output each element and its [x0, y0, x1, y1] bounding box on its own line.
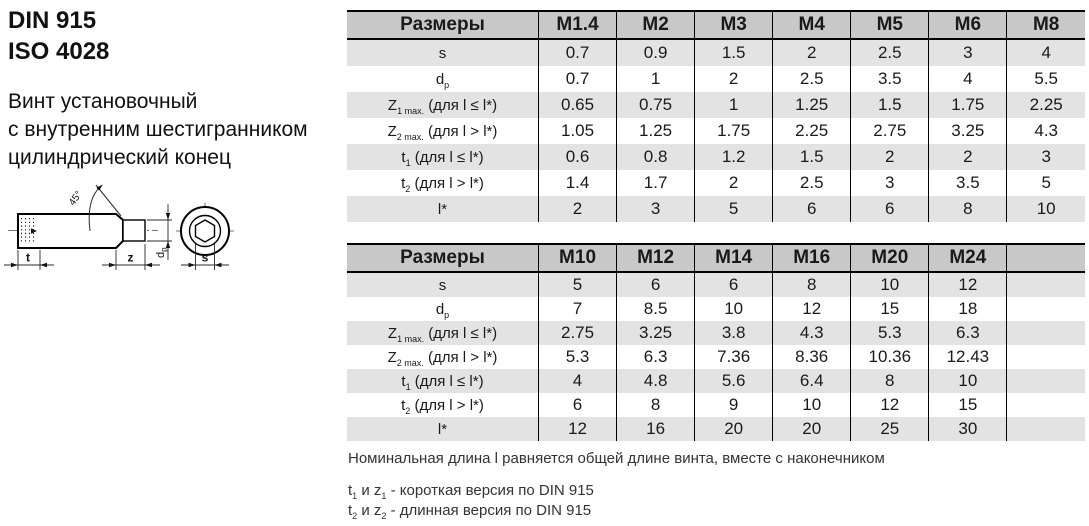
- value-cell: 3: [929, 39, 1007, 66]
- value-cell: 2.5: [773, 170, 851, 196]
- description-line: цилиндрический конец: [8, 146, 232, 169]
- row-label: $Z_{1 max.}$ (для l ≤ l*): [347, 92, 539, 118]
- value-cell: 1.5: [773, 144, 851, 170]
- table-row: [347, 297, 1085, 321]
- row-label: $t_1$ (для l ≤ l*): [347, 369, 539, 393]
- value-cell: [1007, 345, 1085, 369]
- value-cell: 4: [929, 66, 1007, 92]
- value-cell: 20: [773, 417, 851, 441]
- value-cell: 12: [539, 417, 617, 441]
- value-cell: 3.25: [929, 118, 1007, 144]
- value-cell: 10: [929, 369, 1007, 393]
- value-cell: 12: [851, 393, 929, 417]
- value-cell: 16: [617, 417, 695, 441]
- value-cell: 8.36: [773, 345, 851, 369]
- z-dimension-label: z: [127, 250, 134, 265]
- value-cell: 2: [929, 144, 1007, 170]
- value-cell: [1007, 393, 1085, 417]
- value-cell: [1007, 417, 1085, 441]
- value-cell: 12: [929, 272, 1007, 297]
- screw-technical-drawing: [0, 172, 250, 292]
- value-cell: 3: [617, 196, 695, 222]
- value-cell: 2.25: [773, 118, 851, 144]
- angle-label: 45°: [67, 189, 85, 208]
- value-cell: 6: [851, 196, 929, 222]
- table-row: [347, 92, 1085, 118]
- value-cell: 30: [929, 417, 1007, 441]
- row-label: $t_2$ (для l > l*): [347, 170, 539, 196]
- table-row: [347, 144, 1085, 170]
- value-cell: 4: [539, 369, 617, 393]
- row-label: $t_1$ (для l ≤ l*): [347, 144, 539, 170]
- table-row: [347, 272, 1085, 297]
- value-cell: 10.36: [851, 345, 929, 369]
- value-cell: 18: [929, 297, 1007, 321]
- table-corner-header: Размеры: [347, 244, 539, 272]
- value-cell: 25: [851, 417, 929, 441]
- value-cell: 3: [1007, 144, 1085, 170]
- value-cell: 7: [539, 297, 617, 321]
- value-cell: 2: [539, 196, 617, 222]
- row-label: s: [347, 39, 539, 66]
- product-description: [8, 88, 308, 172]
- value-cell: 3: [851, 170, 929, 196]
- column-header: M8: [1007, 11, 1085, 39]
- dim-arrow-icon: [166, 241, 170, 248]
- value-cell: 5: [1007, 170, 1085, 196]
- value-cell: 12.43: [929, 345, 1007, 369]
- value-cell: 3.8: [695, 321, 773, 345]
- value-cell: 1: [617, 66, 695, 92]
- table-row: [347, 393, 1085, 417]
- value-cell: 2: [695, 170, 773, 196]
- s-dimension-label: s: [201, 250, 209, 265]
- value-cell: 1.5: [695, 39, 773, 66]
- value-cell: 1.2: [695, 144, 773, 170]
- value-cell: 1.7: [617, 170, 695, 196]
- column-header: [1007, 244, 1085, 272]
- value-cell: 0.75: [617, 92, 695, 118]
- row-label: $Z_{2 max.}$ (для l > l*): [347, 345, 539, 369]
- value-cell: 6: [539, 393, 617, 417]
- value-cell: 1.25: [773, 92, 851, 118]
- dim-arrow-icon: [215, 263, 222, 267]
- column-header: M1.4: [539, 11, 617, 39]
- description-line: Винт установочный: [8, 90, 198, 113]
- value-cell: 1.05: [539, 118, 617, 144]
- value-cell: 2.75: [539, 321, 617, 345]
- row-label: l*: [347, 196, 539, 222]
- column-header: M3: [695, 11, 773, 39]
- value-cell: 0.8: [617, 144, 695, 170]
- value-cell: 3.25: [617, 321, 695, 345]
- value-cell: 15: [851, 297, 929, 321]
- value-cell: 0.7: [539, 66, 617, 92]
- value-cell: 5.3: [851, 321, 929, 345]
- table-row: [347, 66, 1085, 92]
- value-cell: 6: [695, 272, 773, 297]
- value-cell: 0.9: [617, 39, 695, 66]
- value-cell: 1.75: [695, 118, 773, 144]
- t-dimension-label: t: [26, 250, 30, 265]
- table-row: [347, 39, 1085, 66]
- row-label: $t_2$ (для l > l*): [347, 393, 539, 417]
- table-row: [347, 345, 1085, 369]
- value-cell: 4: [1007, 39, 1085, 66]
- value-cell: 7.36: [695, 345, 773, 369]
- dp-dimension-label: $d_p$: [155, 247, 169, 258]
- row-label: s: [347, 272, 539, 297]
- value-cell: 5: [695, 196, 773, 222]
- value-cell: 1.25: [617, 118, 695, 144]
- value-cell: 4.3: [773, 321, 851, 345]
- value-cell: 10: [851, 272, 929, 297]
- value-cell: [1007, 321, 1085, 345]
- table-row: [347, 118, 1085, 144]
- value-cell: 5: [539, 272, 617, 297]
- footnote-long-version: $t_2$ и $z_2$ - длинная версия по DIN 915: [348, 502, 592, 521]
- value-cell: 1.75: [929, 92, 1007, 118]
- value-cell: 20: [695, 417, 773, 441]
- dim-arrow-icon: [189, 263, 196, 267]
- value-cell: 8: [851, 369, 929, 393]
- row-label: $Z_{1 max.}$ (для l ≤ l*): [347, 321, 539, 345]
- value-cell: 6.3: [929, 321, 1007, 345]
- column-header: M5: [851, 11, 929, 39]
- value-cell: 2: [695, 66, 773, 92]
- value-cell: 3.5: [851, 66, 929, 92]
- dim-arrow-icon: [145, 263, 152, 267]
- value-cell: 2: [773, 39, 851, 66]
- value-cell: 1: [695, 92, 773, 118]
- value-cell: 6.4: [773, 369, 851, 393]
- dim-arrow-icon: [40, 263, 47, 267]
- value-cell: 10: [1007, 196, 1085, 222]
- value-cell: 2.25: [1007, 92, 1085, 118]
- value-cell: 6: [617, 272, 695, 297]
- value-cell: 10: [695, 297, 773, 321]
- spec-table-large-sizes: [347, 243, 1085, 441]
- column-header: M20: [851, 244, 929, 272]
- value-cell: 6.3: [617, 345, 695, 369]
- standard-titles: [8, 5, 109, 67]
- column-header: M12: [617, 244, 695, 272]
- value-cell: 2.5: [851, 39, 929, 66]
- value-cell: 5.3: [539, 345, 617, 369]
- footnote-short-version: $t_1$ и $z_1$ - короткая версия по DIN 915: [348, 482, 594, 501]
- row-label: l*: [347, 417, 539, 441]
- column-header: M6: [929, 11, 1007, 39]
- nominal-length-note: Номинальная длина l равняется общей длине винта, вместе с наконечником: [348, 450, 885, 467]
- value-cell: 8.5: [617, 297, 695, 321]
- value-cell: 8: [929, 196, 1007, 222]
- value-cell: 5.5: [1007, 66, 1085, 92]
- value-cell: [1007, 369, 1085, 393]
- standard-din: DIN 915: [8, 7, 97, 34]
- value-cell: 3.5: [929, 170, 1007, 196]
- dim-arrow-icon: [11, 263, 18, 267]
- value-cell: [1007, 297, 1085, 321]
- value-cell: 6: [773, 196, 851, 222]
- value-cell: [1007, 272, 1085, 297]
- row-label: $d_p$: [347, 66, 539, 92]
- column-header: M16: [773, 244, 851, 272]
- table-row: [347, 369, 1085, 393]
- value-cell: 15: [929, 393, 1007, 417]
- column-header: M24: [929, 244, 1007, 272]
- column-header: M10: [539, 244, 617, 272]
- table-row: [347, 196, 1085, 222]
- value-cell: 1.4: [539, 170, 617, 196]
- value-cell: 2.75: [851, 118, 929, 144]
- column-header: M4: [773, 11, 851, 39]
- column-header: M14: [695, 244, 773, 272]
- value-cell: 1.5: [851, 92, 929, 118]
- value-cell: 0.65: [539, 92, 617, 118]
- value-cell: 4.8: [617, 369, 695, 393]
- value-cell: 2: [851, 144, 929, 170]
- row-label: $Z_{2 max.}$ (для l > l*): [347, 118, 539, 144]
- value-cell: 2.5: [773, 66, 851, 92]
- table-row: [347, 170, 1085, 196]
- value-cell: 4.3: [1007, 118, 1085, 144]
- column-header: M2: [617, 11, 695, 39]
- value-cell: 10: [773, 393, 851, 417]
- table-row: [347, 321, 1085, 345]
- value-cell: 12: [773, 297, 851, 321]
- value-cell: 9: [695, 393, 773, 417]
- hex-socket-outline: [196, 220, 215, 242]
- spec-table-small-sizes: [347, 10, 1085, 222]
- value-cell: 8: [617, 393, 695, 417]
- dog-point: [123, 220, 145, 241]
- table-row: [347, 417, 1085, 441]
- standard-iso: ISO 4028: [8, 38, 110, 65]
- value-cell: 0.6: [539, 144, 617, 170]
- value-cell: 5.6: [695, 369, 773, 393]
- value-cell: 8: [773, 272, 851, 297]
- row-label: $d_p$: [347, 297, 539, 321]
- value-cell: 0.7: [539, 39, 617, 66]
- chamfer-line: [96, 185, 121, 216]
- dim-arrow-icon: [166, 213, 170, 220]
- table-corner-header: Размеры: [347, 11, 539, 39]
- dim-arrow-icon: [109, 263, 116, 267]
- description-line: с внутренним шестигранником: [8, 118, 308, 141]
